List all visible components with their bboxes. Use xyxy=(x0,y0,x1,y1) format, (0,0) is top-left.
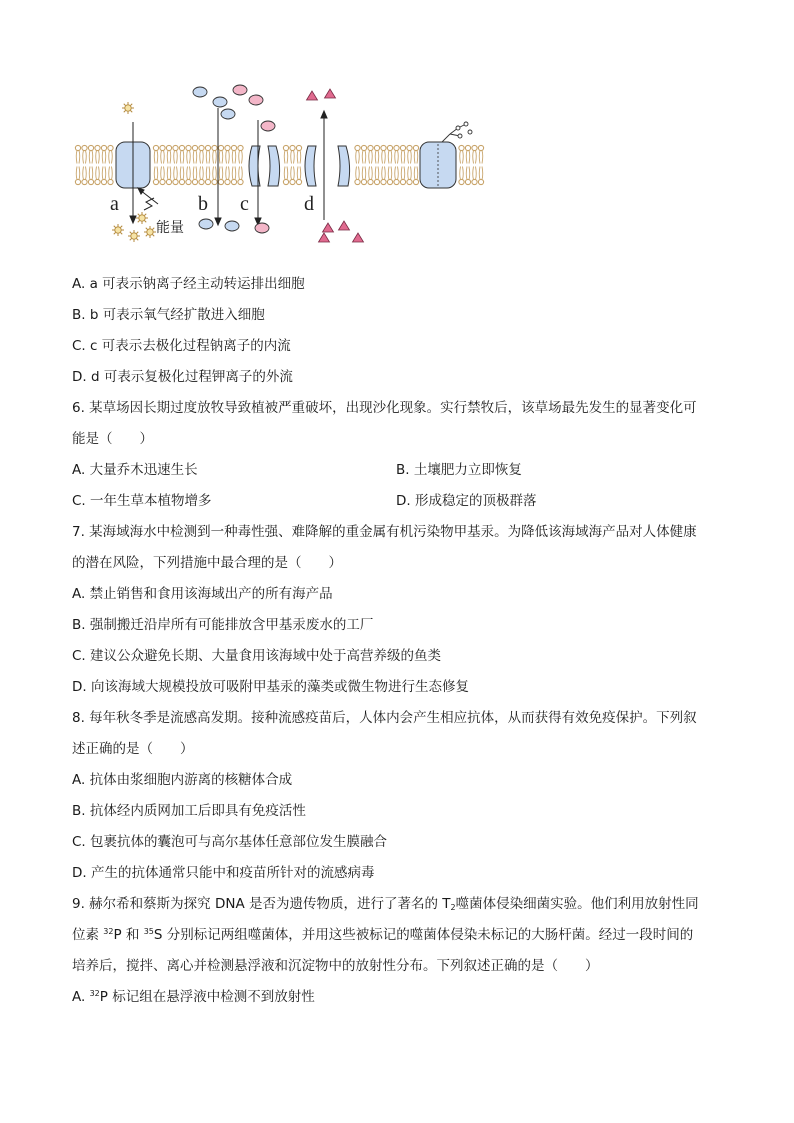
q5-option-a: A. a 可表示钠离子经主动转运排出细胞 xyxy=(72,276,305,292)
phospholipid xyxy=(179,167,184,185)
q6-option-c: C. 一年生草本植物增多 xyxy=(72,493,212,509)
phospholipid xyxy=(173,167,178,185)
q7-option-b: B. 强制搬迁沿岸所有可能排放含甲基汞废水的工厂 xyxy=(72,617,374,633)
pink-molecule xyxy=(255,223,269,233)
phospholipid xyxy=(108,167,113,185)
phospholipid xyxy=(199,167,204,185)
triangle-ion xyxy=(339,221,350,230)
q9-option-a: A. $^{32}$P 标记组在悬浮液中检测不到放射性 xyxy=(72,989,315,1005)
q6-stem-line2: 能是（ ） xyxy=(72,431,153,447)
phospholipid xyxy=(478,167,483,185)
phospholipid xyxy=(212,167,217,185)
phospholipid xyxy=(407,167,412,185)
phospholipid xyxy=(355,167,360,185)
triangle-ion xyxy=(325,89,336,98)
sun-particle-icon xyxy=(136,212,148,224)
q7-option-d: D. 向该海域大规模投放可吸附甲基汞的藻类或微生物进行生态修复 xyxy=(72,679,469,695)
phospholipid xyxy=(101,145,106,163)
phospholipid xyxy=(394,167,399,185)
blue-molecule xyxy=(221,109,235,119)
pink-molecule xyxy=(233,85,247,95)
phospholipid xyxy=(225,167,230,185)
transported-ions-d xyxy=(307,89,364,242)
phospholipid xyxy=(82,167,87,185)
phospholipid xyxy=(88,145,93,163)
triangle-ion xyxy=(307,91,318,100)
phospholipid xyxy=(283,145,288,163)
phospholipid xyxy=(238,145,243,163)
phospholipid xyxy=(101,167,106,185)
phospholipid xyxy=(459,167,464,185)
phospholipid xyxy=(205,167,210,185)
label-c: c xyxy=(240,193,249,215)
phospholipid xyxy=(192,145,197,163)
phospholipid xyxy=(459,145,464,163)
q5-option-d: D. d 可表示复极化过程钾离子的外流 xyxy=(72,369,293,385)
label-d: d xyxy=(304,193,314,215)
q6-option-d: D. 形成稳定的顶极群落 xyxy=(396,493,537,509)
phospholipid xyxy=(75,167,80,185)
phospholipid xyxy=(186,145,191,163)
q5-option-c: C. c 可表示去极化过程钠离子的内流 xyxy=(72,338,291,354)
q5-option-b: B. b 可表示氧气经扩散进入细胞 xyxy=(72,307,265,323)
q8-stem-line1: 8. 每年秋冬季是流感高发期。接种流感疫苗后，人体内会产生相应抗体，从而获得有效免疫保护。下列叙 xyxy=(72,710,697,726)
phospholipid xyxy=(355,145,360,163)
phospholipid xyxy=(394,145,399,163)
phospholipid xyxy=(465,167,470,185)
phospholipid xyxy=(381,145,386,163)
blue-molecule xyxy=(225,221,239,231)
label-a: a xyxy=(110,193,119,215)
phospholipid xyxy=(387,145,392,163)
phospholipid xyxy=(407,145,412,163)
phospholipid xyxy=(361,167,366,185)
q7-option-a: A. 禁止销售和食用该海域出产的所有海产品 xyxy=(72,586,333,602)
phospholipid xyxy=(283,167,288,185)
sun-particle-icon xyxy=(128,230,140,242)
q6-option-b: B. 土壤肥力立即恢复 xyxy=(396,462,522,478)
sun-particle-icon xyxy=(144,226,156,238)
channel-protein-d-right xyxy=(338,146,350,186)
phospholipid xyxy=(88,167,93,185)
phospholipid xyxy=(290,145,295,163)
triangle-ion xyxy=(353,233,364,242)
phospholipid xyxy=(368,145,373,163)
phospholipid xyxy=(472,167,477,185)
phospholipid xyxy=(225,145,230,163)
blue-molecule xyxy=(213,97,227,107)
phospholipid xyxy=(173,145,178,163)
phospholipid xyxy=(166,167,171,185)
phospholipid xyxy=(192,167,197,185)
phospholipid xyxy=(186,167,191,185)
phospholipid xyxy=(413,167,418,185)
q8-option-d: D. 产生的抗体通常只能中和疫苗所针对的流感病毒 xyxy=(72,865,375,881)
q9-stem-line1: 9. 赫尔希和蔡斯为探究 DNA 是否为遗传物质，进行了著名的 $T_2$噬菌体侵染细菌实验。他们利用放射性同 xyxy=(72,896,699,912)
q6-stem-line1: 6. 某草场因长期过度放牧导致植被严重破坏，出现沙化现象。实行禁牧后，该草场最先发生的显著变化可 xyxy=(72,400,697,416)
q8-option-a: A. 抗体由浆细胞内游离的核糖体合成 xyxy=(72,772,293,788)
phospholipid xyxy=(374,167,379,185)
phospholipid xyxy=(296,145,301,163)
label-energy: 能量 xyxy=(156,220,184,236)
phospholipid xyxy=(166,145,171,163)
phospholipid xyxy=(160,145,165,163)
triangle-ion xyxy=(323,223,334,232)
phospholipid xyxy=(82,145,87,163)
phospholipid xyxy=(212,145,217,163)
q8-stem-line2: 述正确的是（ ） xyxy=(72,741,194,757)
blue-molecule xyxy=(199,219,213,229)
sun-particle-icon xyxy=(112,224,124,236)
phospholipid xyxy=(153,167,158,185)
phospholipid xyxy=(95,145,100,163)
phospholipid xyxy=(179,145,184,163)
phospholipid xyxy=(387,167,392,185)
phospholipid xyxy=(290,167,295,185)
sun-particle-icon xyxy=(122,102,134,114)
phospholipid xyxy=(231,145,236,163)
phospholipid xyxy=(400,167,405,185)
phospholipid xyxy=(75,145,80,163)
phospholipid xyxy=(238,167,243,185)
phospholipid xyxy=(205,145,210,163)
phospholipid xyxy=(160,167,165,185)
channel-protein-d-left xyxy=(305,146,316,186)
q7-option-c: C. 建议公众避免长期、大量食用该海域中处于高营养级的鱼类 xyxy=(72,648,442,664)
pink-molecule xyxy=(249,95,263,105)
pink-molecule xyxy=(261,121,275,131)
triangle-ion xyxy=(319,233,330,242)
q7-stem-line2: 的潜在风险，下列措施中最合理的是（ ） xyxy=(72,555,342,571)
phospholipid xyxy=(199,145,204,163)
phospholipid xyxy=(361,145,366,163)
q9-stem-line2: 位素 $^{32}$P 和 $^{35}$S 分别标记两组噬菌体，并用这些被标记的噬菌体侵染未标记的大肠杆菌。经过一段时间的 xyxy=(72,927,694,943)
q8-option-c: C. 包裹抗体的囊泡可与高尔基体任意部位发生膜融合 xyxy=(72,834,388,850)
label-b: b xyxy=(198,193,208,215)
phospholipid xyxy=(368,167,373,185)
channel-protein-c-right xyxy=(268,146,280,186)
phospholipid xyxy=(472,145,477,163)
phospholipid xyxy=(374,145,379,163)
phospholipid xyxy=(95,167,100,185)
sugar-chain xyxy=(442,122,472,142)
phospholipid xyxy=(478,145,483,163)
phospholipid xyxy=(381,167,386,185)
q8-option-b: B. 抗体经内质网加工后即具有免疫活性 xyxy=(72,803,306,819)
phospholipid xyxy=(400,145,405,163)
q7-stem-line1: 7. 某海域海水中检测到一种毒性强、难降解的重金属有机污染物甲基汞。为降低该海域海产品对人体健康 xyxy=(72,524,697,540)
q9-stem-line3: 培养后，搅拌、离心并检测悬浮液和沉淀物中的放射性分布。下列叙述正确的是（ ） xyxy=(72,958,599,974)
membrane-transport-figure xyxy=(72,80,492,255)
phospholipid xyxy=(153,145,158,163)
phospholipid xyxy=(218,167,223,185)
phospholipid xyxy=(231,167,236,185)
blue-molecule xyxy=(193,87,207,97)
phospholipid xyxy=(465,145,470,163)
q6-option-a: A. 大量乔木迅速生长 xyxy=(72,462,198,478)
phospholipid xyxy=(108,145,113,163)
q6-option-row1 xyxy=(72,460,522,480)
phospholipid xyxy=(296,167,301,185)
phospholipid xyxy=(218,145,223,163)
q6-option-row2 xyxy=(72,491,537,511)
phospholipid xyxy=(413,145,418,163)
